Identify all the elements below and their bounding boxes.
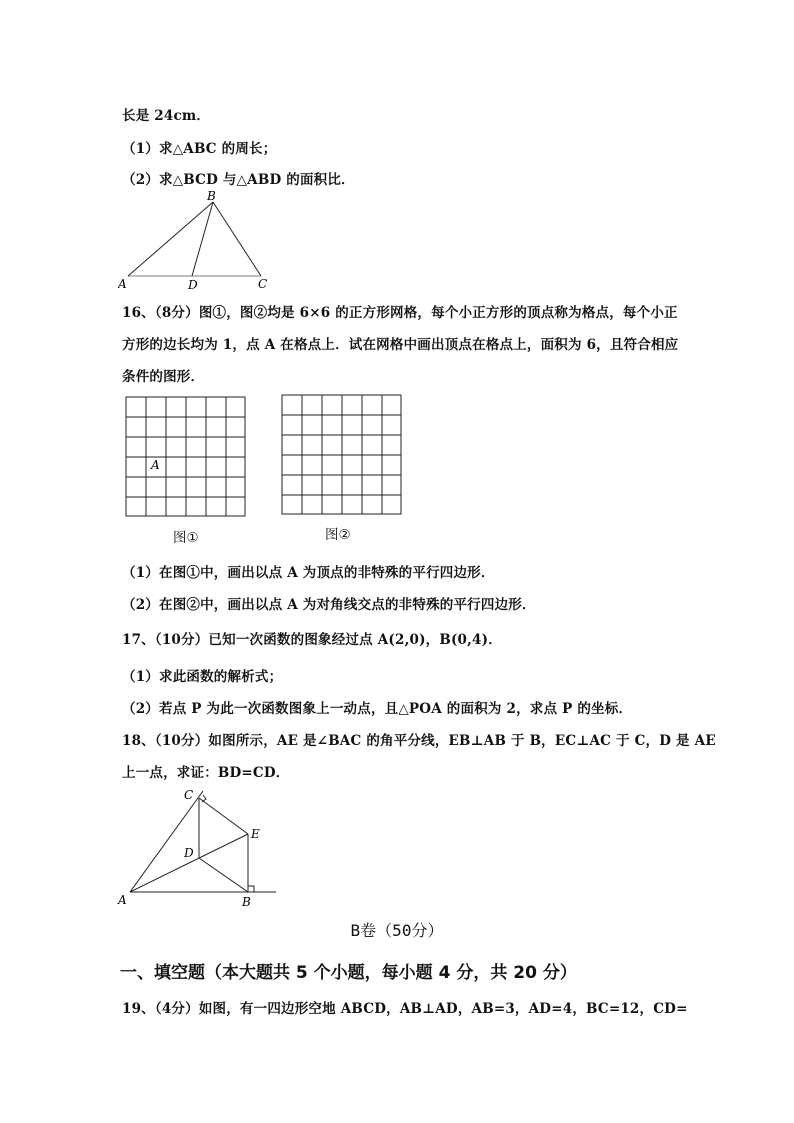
grid-caption-2: 图② — [325, 527, 351, 543]
q16-part1: （1）在图①中，画出以点 A 为顶点的非特殊的平行四边形． — [122, 565, 495, 581]
segment-bd — [192, 202, 213, 276]
fig18-label-b: B — [242, 895, 251, 909]
angle-bisector-figure — [116, 785, 286, 913]
fig18-label-c: C — [184, 788, 194, 802]
fig18-label-d: D — [184, 846, 194, 860]
segment-ab — [128, 202, 213, 276]
grid-lines-1 — [126, 397, 245, 516]
grid-lines-2 — [282, 395, 401, 514]
q17-part1: （1）求此函数的解析式； — [122, 669, 283, 685]
label-a: A — [118, 277, 127, 291]
label-c: C — [258, 277, 268, 291]
label-d: D — [188, 278, 198, 292]
q19-line1: 19、（4分）如图，有一四边形空地 ABCD，AB⊥AD，AB=3，AD=4，BC=12，CD= — [122, 1001, 688, 1017]
fig18-label-a: A — [118, 893, 127, 907]
segment-db — [199, 858, 248, 892]
q16-line1: 16、（8分）图①，图②均是 6×6 的正方形网格，每个小正方形的顶点称为格点，每个小正 — [122, 305, 678, 321]
segment-bc — [213, 202, 261, 276]
fig18-label-e: E — [251, 827, 260, 841]
grid-caption-1: 图① — [173, 530, 199, 546]
segment-ce — [199, 798, 248, 834]
q17-line1: 17、（10分）已知一次函数的图象经过点 A(2,0)，B(0,4)． — [122, 632, 502, 648]
segment-ae — [130, 834, 248, 892]
q17-part2: （2）若点 P 为此一次函数图象上一动点，且△POA 的面积为 2，求点 P 的坐标． — [122, 701, 633, 717]
grid-figure-2 — [281, 394, 403, 516]
q15-part2: （2）求△BCD 与△ABD 的面积比． — [122, 172, 355, 188]
right-angle-mark-b — [248, 886, 254, 892]
q18-line2: 上一点，求证：BD=CD． — [122, 765, 290, 781]
q15-part1: （1）求△ABC 的周长； — [122, 141, 277, 157]
q16-line2: 方形的边长均为 1，点 A 在格点上．试在网格中画出顶点在格点上，面积为 6，且符合相应 — [122, 337, 679, 353]
triangle-abc-figure — [118, 190, 278, 292]
ray-ac — [130, 791, 203, 892]
q15-continuation: 长是 24cm． — [122, 108, 211, 124]
q16-line3: 条件的图形． — [122, 369, 205, 385]
q18-line1: 18、（10分）如图所示，AE 是∠BAC 的角平分线，EB⊥AB 于 B，EC⊥AC 于 C，D 是 AE — [122, 733, 716, 749]
section-heading: 一、填空题（本大题共 5 个小题，每小题 4 分，共 20 分） — [120, 963, 577, 983]
right-angle-mark-c — [202, 795, 206, 802]
section-b-title: B卷（50分） — [350, 921, 444, 940]
q16-part2: （2）在图②中，画出以点 A 为对角线交点的非特殊的平行四边形． — [122, 597, 536, 613]
grid-figure-1 — [125, 396, 247, 518]
label-b: B — [207, 190, 216, 203]
grid-point-a-label: A — [151, 458, 160, 472]
